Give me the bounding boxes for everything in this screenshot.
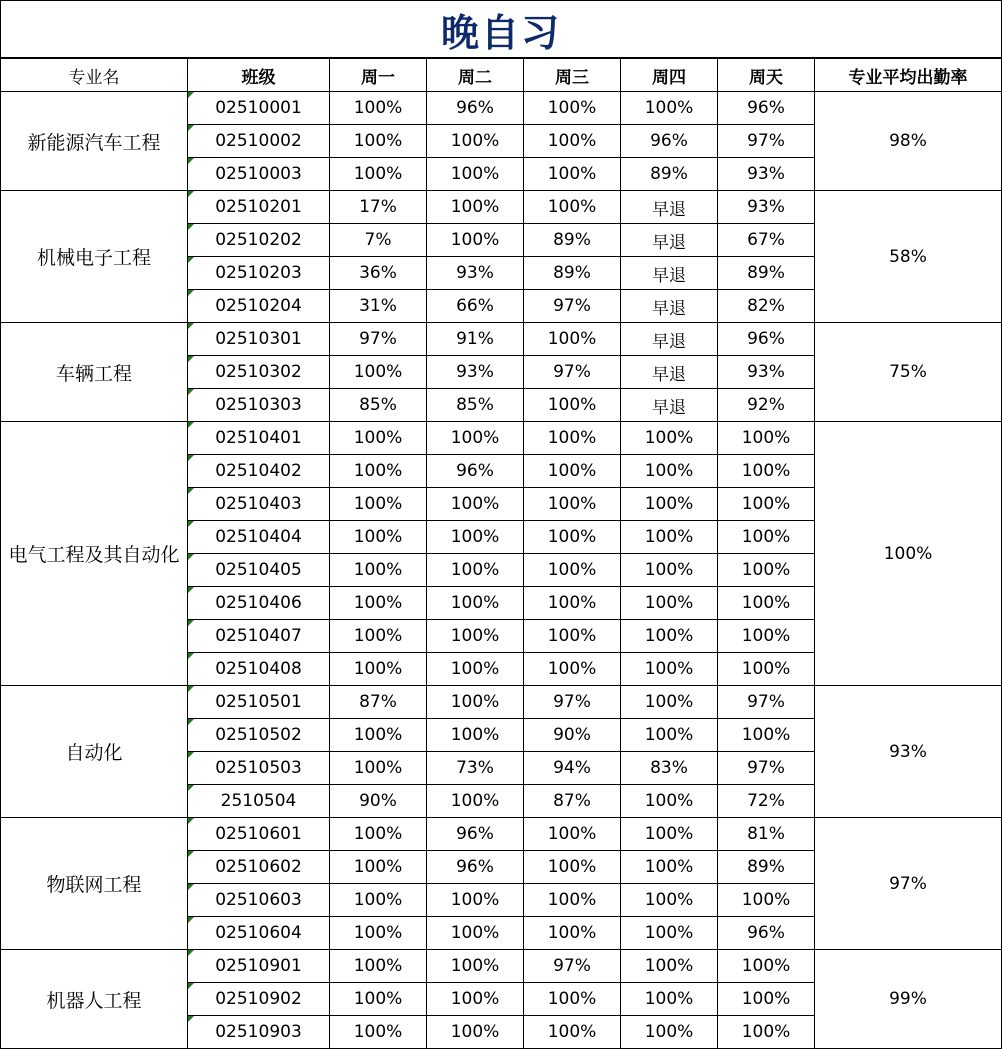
header-avg[interactable]: 专业平均出勤率 [815,59,1002,92]
attendance-cell-thu[interactable]: 100% [621,686,718,719]
class-id-cell[interactable]: 02510003 [188,158,330,191]
attendance-cell-mon[interactable]: 100% [330,752,427,785]
attendance-cell-wed[interactable]: 100% [524,422,621,455]
attendance-cell-sun[interactable]: 100% [718,950,815,983]
attendance-cell-sun[interactable]: 82% [718,290,815,323]
attendance-cell-thu[interactable]: 100% [621,884,718,917]
attendance-cell-tue[interactable]: 93% [427,257,524,290]
attendance-cell-tue[interactable]: 85% [427,389,524,422]
attendance-cell-sun[interactable]: 97% [718,125,815,158]
attendance-cell-sun[interactable]: 96% [718,92,815,125]
attendance-cell-sun[interactable]: 92% [718,389,815,422]
class-id-cell[interactable]: 02510202 [188,224,330,257]
attendance-cell-mon[interactable]: 31% [330,290,427,323]
attendance-cell-mon[interactable]: 100% [330,917,427,950]
attendance-cell-thu[interactable]: 100% [621,719,718,752]
attendance-cell-tue[interactable]: 100% [427,191,524,224]
attendance-cell-mon[interactable]: 100% [330,620,427,653]
attendance-cell-sun[interactable]: 100% [718,983,815,1016]
attendance-cell-sun[interactable]: 100% [718,521,815,554]
class-id-cell[interactable]: 02510402 [188,455,330,488]
header-sun[interactable]: 周天 [718,59,815,92]
attendance-cell-sun[interactable]: 72% [718,785,815,818]
attendance-cell-wed[interactable]: 100% [524,587,621,620]
attendance-cell-mon[interactable]: 100% [330,1016,427,1049]
attendance-cell-tue[interactable]: 96% [427,92,524,125]
attendance-cell-tue[interactable]: 73% [427,752,524,785]
attendance-cell-sun[interactable]: 100% [718,719,815,752]
attendance-cell-mon[interactable]: 100% [330,554,427,587]
table-row [1,191,1002,224]
attendance-cell-mon[interactable]: 100% [330,950,427,983]
attendance-cell-thu[interactable]: 100% [621,521,718,554]
attendance-cell-tue[interactable]: 100% [427,1016,524,1049]
attendance-cell-mon[interactable]: 100% [330,983,427,1016]
attendance-cell-tue[interactable]: 100% [427,554,524,587]
class-id-cell[interactable]: 02510401 [188,422,330,455]
attendance-cell-sun[interactable]: 96% [718,323,815,356]
attendance-cell-wed[interactable]: 100% [524,653,621,686]
attendance-cell-sun[interactable]: 93% [718,191,815,224]
attendance-table [0,58,1002,1049]
attendance-cell-thu[interactable]: 100% [621,1016,718,1049]
header-thu[interactable]: 周四 [621,59,718,92]
attendance-cell-thu[interactable]: 早退 [621,389,718,422]
attendance-cell-sun[interactable]: 67% [718,224,815,257]
attendance-cell-thu[interactable]: 100% [621,92,718,125]
attendance-cell-thu[interactable]: 100% [621,785,718,818]
attendance-cell-tue[interactable]: 100% [427,950,524,983]
attendance-cell-mon[interactable]: 97% [330,323,427,356]
attendance-cell-mon[interactable]: 100% [330,653,427,686]
attendance-cell-sun[interactable]: 100% [718,587,815,620]
attendance-cell-thu[interactable]: 96% [621,125,718,158]
class-id-cell[interactable]: 02510303 [188,389,330,422]
major-average-cell[interactable]: 93% [815,686,1002,818]
attendance-cell-sun[interactable]: 93% [718,158,815,191]
attendance-cell-wed[interactable]: 100% [524,521,621,554]
attendance-cell-thu[interactable]: 100% [621,554,718,587]
attendance-cell-thu[interactable]: 早退 [621,290,718,323]
attendance-cell-wed[interactable]: 100% [524,851,621,884]
attendance-cell-thu[interactable]: 100% [621,455,718,488]
attendance-cell-tue[interactable]: 100% [427,917,524,950]
attendance-cell-thu[interactable]: 83% [621,752,718,785]
attendance-cell-sun[interactable]: 100% [718,1016,815,1049]
header-tue[interactable]: 周二 [427,59,524,92]
class-id-cell[interactable]: 02510603 [188,884,330,917]
table-row [1,323,1002,356]
attendance-cell-wed[interactable]: 100% [524,554,621,587]
attendance-cell-sun[interactable]: 100% [718,455,815,488]
attendance-cell-thu[interactable]: 89% [621,158,718,191]
class-id-cell[interactable]: 02510503 [188,752,330,785]
attendance-cell-wed[interactable]: 100% [524,158,621,191]
attendance-cell-mon[interactable]: 100% [330,587,427,620]
major-name-cell[interactable]: 新能源汽车工程 [1,92,188,191]
table-row [1,422,1002,455]
attendance-cell-wed[interactable]: 97% [524,356,621,389]
attendance-cell-mon[interactable]: 100% [330,818,427,851]
major-name-cell[interactable]: 车辆工程 [1,323,188,422]
attendance-cell-thu[interactable]: 早退 [621,191,718,224]
attendance-cell-sun[interactable]: 97% [718,752,815,785]
attendance-cell-tue[interactable]: 100% [427,653,524,686]
attendance-cell-sun[interactable]: 100% [718,620,815,653]
attendance-cell-thu[interactable]: 100% [621,983,718,1016]
header-row [1,59,1002,92]
class-id-cell[interactable]: 02510403 [188,488,330,521]
attendance-cell-tue[interactable]: 100% [427,587,524,620]
attendance-cell-mon[interactable]: 100% [330,125,427,158]
major-average-cell[interactable]: 98% [815,92,1002,191]
attendance-cell-tue[interactable]: 100% [427,983,524,1016]
attendance-cell-wed[interactable]: 100% [524,125,621,158]
class-id-cell[interactable]: 02510002 [188,125,330,158]
attendance-cell-mon[interactable]: 100% [330,92,427,125]
attendance-cell-wed[interactable]: 90% [524,719,621,752]
attendance-cell-wed[interactable]: 100% [524,884,621,917]
attendance-cell-thu[interactable]: 100% [621,653,718,686]
attendance-cell-sun[interactable]: 100% [718,422,815,455]
attendance-cell-tue[interactable]: 91% [427,323,524,356]
header-wed[interactable]: 周三 [524,59,621,92]
attendance-cell-tue[interactable]: 100% [427,488,524,521]
attendance-cell-tue[interactable]: 100% [427,686,524,719]
attendance-cell-mon[interactable]: 100% [330,851,427,884]
attendance-cell-tue[interactable]: 100% [427,158,524,191]
class-id-cell[interactable]: 02510302 [188,356,330,389]
class-id-cell[interactable]: 02510902 [188,983,330,1016]
attendance-cell-wed[interactable]: 94% [524,752,621,785]
attendance-cell-mon[interactable]: 100% [330,488,427,521]
attendance-cell-mon[interactable]: 100% [330,884,427,917]
attendance-cell-wed[interactable]: 97% [524,950,621,983]
class-id-cell[interactable]: 02510602 [188,851,330,884]
attendance-cell-mon[interactable]: 100% [330,158,427,191]
major-name-cell[interactable]: 自动化 [1,686,188,818]
attendance-cell-mon[interactable]: 85% [330,389,427,422]
attendance-cell-thu[interactable]: 100% [621,917,718,950]
attendance-cell-thu[interactable]: 100% [621,422,718,455]
attendance-cell-wed[interactable]: 100% [524,983,621,1016]
major-name-cell[interactable]: 物联网工程 [1,818,188,950]
attendance-cell-wed[interactable]: 100% [524,323,621,356]
attendance-cell-wed[interactable]: 100% [524,389,621,422]
attendance-cell-wed[interactable]: 87% [524,785,621,818]
attendance-cell-tue[interactable]: 96% [427,455,524,488]
attendance-cell-wed[interactable]: 89% [524,257,621,290]
class-id-cell[interactable]: 02510301 [188,323,330,356]
attendance-cell-sun[interactable]: 81% [718,818,815,851]
class-id-cell[interactable]: 02510408 [188,653,330,686]
attendance-cell-tue[interactable]: 100% [427,521,524,554]
attendance-cell-mon[interactable]: 90% [330,785,427,818]
class-id-cell[interactable]: 02510903 [188,1016,330,1049]
attendance-cell-thu[interactable]: 早退 [621,224,718,257]
attendance-cell-wed[interactable]: 97% [524,290,621,323]
sheet-title: 晚自习 [0,0,1002,58]
attendance-cell-thu[interactable]: 100% [621,950,718,983]
attendance-cell-wed[interactable]: 100% [524,917,621,950]
class-id-cell[interactable]: 02510604 [188,917,330,950]
major-name-cell[interactable]: 机器人工程 [1,950,188,1049]
attendance-cell-tue[interactable]: 100% [427,719,524,752]
attendance-cell-wed[interactable]: 89% [524,224,621,257]
attendance-cell-thu[interactable]: 早退 [621,323,718,356]
class-id-cell[interactable]: 02510203 [188,257,330,290]
attendance-cell-thu[interactable]: 100% [621,488,718,521]
attendance-cell-tue[interactable]: 100% [427,884,524,917]
attendance-cell-sun[interactable]: 89% [718,851,815,884]
attendance-cell-wed[interactable]: 100% [524,1016,621,1049]
table-row [1,92,1002,125]
attendance-cell-mon[interactable]: 100% [330,455,427,488]
header-major[interactable]: 专业名 [1,59,188,92]
major-average-cell[interactable]: 75% [815,323,1002,422]
attendance-cell-sun[interactable]: 96% [718,917,815,950]
class-id-cell[interactable]: 02510001 [188,92,330,125]
attendance-cell-wed[interactable]: 100% [524,191,621,224]
attendance-cell-wed[interactable]: 97% [524,686,621,719]
attendance-cell-thu[interactable]: 早退 [621,356,718,389]
attendance-cell-wed[interactable]: 100% [524,818,621,851]
class-id-cell[interactable]: 02510204 [188,290,330,323]
attendance-cell-mon[interactable]: 17% [330,191,427,224]
attendance-cell-mon[interactable]: 100% [330,356,427,389]
major-name-cell[interactable]: 机械电子工程 [1,191,188,323]
attendance-cell-mon[interactable]: 100% [330,521,427,554]
attendance-cell-tue[interactable]: 100% [427,422,524,455]
attendance-cell-sun[interactable]: 97% [718,686,815,719]
attendance-cell-thu[interactable]: 100% [621,587,718,620]
class-id-cell[interactable]: 02510404 [188,521,330,554]
attendance-cell-tue[interactable]: 96% [427,818,524,851]
major-name-cell[interactable]: 电气工程及其自动化 [1,422,188,686]
attendance-cell-tue[interactable]: 100% [427,125,524,158]
class-id-cell[interactable]: 02510405 [188,554,330,587]
major-average-cell[interactable]: 99% [815,950,1002,1049]
attendance-cell-mon[interactable]: 36% [330,257,427,290]
class-id-cell[interactable]: 02510601 [188,818,330,851]
class-id-cell[interactable]: 02510502 [188,719,330,752]
class-id-cell[interactable]: 02510901 [188,950,330,983]
attendance-cell-mon[interactable]: 7% [330,224,427,257]
attendance-cell-thu[interactable]: 早退 [621,257,718,290]
attendance-cell-wed[interactable]: 100% [524,455,621,488]
attendance-cell-wed[interactable]: 100% [524,620,621,653]
attendance-cell-tue[interactable]: 96% [427,851,524,884]
attendance-cell-mon[interactable]: 87% [330,686,427,719]
class-id-cell[interactable]: 02510406 [188,587,330,620]
table-row [1,950,1002,983]
attendance-cell-mon[interactable]: 100% [330,422,427,455]
attendance-cell-tue[interactable]: 100% [427,224,524,257]
header-mon[interactable]: 周一 [330,59,427,92]
class-id-cell[interactable]: 02510201 [188,191,330,224]
attendance-cell-tue[interactable]: 66% [427,290,524,323]
attendance-cell-sun[interactable]: 93% [718,356,815,389]
header-class[interactable]: 班级 [188,59,330,92]
class-id-cell[interactable]: 02510407 [188,620,330,653]
table-row [1,818,1002,851]
major-average-cell[interactable]: 58% [815,191,1002,323]
attendance-cell-sun[interactable]: 100% [718,884,815,917]
attendance-cell-thu[interactable]: 100% [621,620,718,653]
attendance-cell-wed[interactable]: 100% [524,92,621,125]
major-average-cell[interactable]: 100% [815,422,1002,686]
attendance-cell-tue[interactable]: 100% [427,620,524,653]
attendance-cell-sun[interactable]: 100% [718,653,815,686]
attendance-cell-sun[interactable]: 89% [718,257,815,290]
attendance-cell-sun[interactable]: 100% [718,488,815,521]
attendance-cell-thu[interactable]: 100% [621,851,718,884]
attendance-cell-mon[interactable]: 100% [330,719,427,752]
attendance-cell-tue[interactable]: 93% [427,356,524,389]
attendance-cell-wed[interactable]: 100% [524,488,621,521]
attendance-cell-sun[interactable]: 100% [718,554,815,587]
table-body [1,92,1002,1049]
attendance-cell-thu[interactable]: 100% [621,818,718,851]
class-id-cell[interactable]: 02510501 [188,686,330,719]
class-id-cell[interactable]: 2510504 [188,785,330,818]
table-row [1,686,1002,719]
major-average-cell[interactable]: 97% [815,818,1002,950]
attendance-cell-tue[interactable]: 100% [427,785,524,818]
